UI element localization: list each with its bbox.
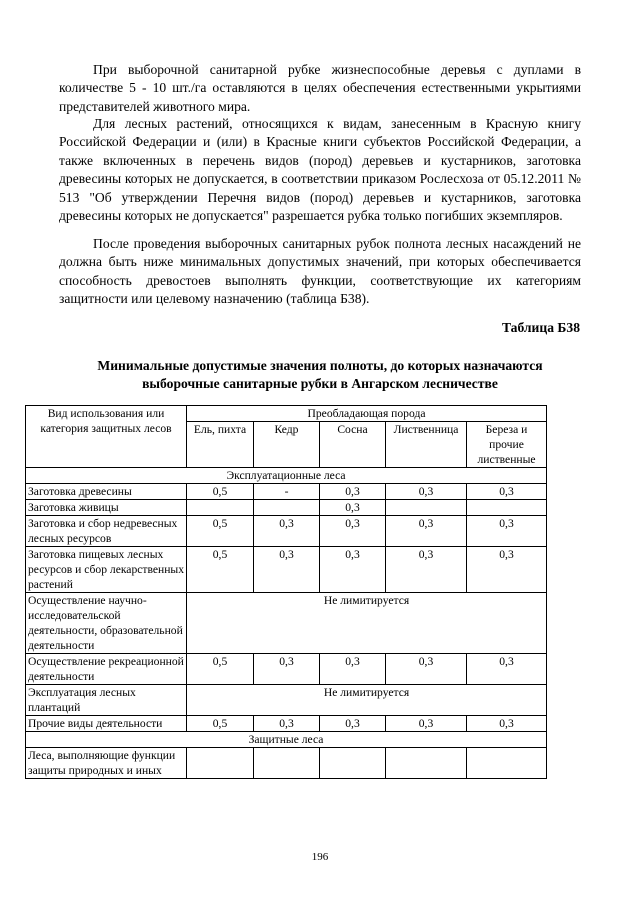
header-species: Береза и прочие лиственные	[467, 422, 547, 468]
value-cell: 0,3	[320, 547, 386, 593]
value-cell: -	[254, 484, 320, 500]
paragraph-2: Для лесных растений, относящихся к видам, занесенным в Красную книгу Российской Федерации и (или) в Красные книги субъектов Российской Федерации, а также включенных в перечень видов (пород) деревьев и кустарников, заготовка древесины которых не допускается, в соответствии приказом Рослесхоза от 05.12.2011 № 513 "Об утверждении Перечня видов (пород) деревьев и кустарников, заготовка древесины которых не допускается" разрешается рубка только погибших экземпляров.	[59, 116, 581, 224]
value-cell	[254, 500, 320, 516]
row-label: Осуществление рекреационной деятельности	[26, 654, 187, 685]
value-cell: 0,3	[386, 484, 467, 500]
merged-value-cell: Не лимитируется	[187, 593, 547, 654]
value-cell: 0,3	[386, 716, 467, 732]
row-label: Осуществление научно-исследовательской деятельности, образовательной деятельности	[26, 593, 187, 654]
paragraph-3: После проведения выборочных санитарных рубок полнота лесных насаждений не должна быть ниже минимальных допустимых значений, при которых обеспечивается способность древостоев выполнять функции, соответствующие их категориям защитности или целевому назначению (таблица Б38).	[59, 236, 581, 307]
value-cell: 0,3	[254, 547, 320, 593]
value-cell: 0,5	[187, 716, 254, 732]
paragraph-1: При выборочной санитарной рубке жизнеспособные деревья с дуплами в количестве 5 - 10 шт./га оставляются в целях обеспечения естественными укрытиями представителей животного мира.	[59, 62, 581, 114]
header-species: Сосна	[320, 422, 386, 468]
row-label: Леса, выполняющие функции защиты природных и иных	[26, 748, 187, 779]
value-cell	[320, 748, 386, 779]
value-cell: 0,3	[386, 516, 467, 547]
value-cell: 0,3	[320, 500, 386, 516]
value-cell: 0,3	[386, 547, 467, 593]
table-row	[26, 716, 547, 732]
value-cell: 0,3	[467, 654, 547, 685]
value-cell: 0,3	[254, 716, 320, 732]
value-cell: 0,3	[467, 516, 547, 547]
value-cell	[467, 748, 547, 779]
table-row	[26, 500, 547, 516]
value-cell: 0,5	[187, 484, 254, 500]
table-row	[26, 516, 547, 547]
value-cell: 0,3	[254, 654, 320, 685]
header-dominant-species: Преобладающая порода	[187, 406, 547, 422]
table-section-row	[26, 468, 547, 484]
value-cell: 0,3	[467, 547, 547, 593]
header-species: Лиственница	[386, 422, 467, 468]
table-label: Таблица Б38	[501, 320, 580, 335]
section-heading: Эксплуатационные леса	[26, 468, 547, 484]
table-header-row	[26, 406, 547, 422]
value-cell: 0,5	[187, 654, 254, 685]
page-number: 196	[311, 851, 329, 863]
row-label: Заготовка живицы	[26, 500, 187, 516]
row-label: Заготовка пищевых лесных ресурсов и сбор лекарственных растений	[26, 547, 187, 593]
polnota-table	[25, 405, 547, 779]
table-row	[26, 484, 547, 500]
value-cell	[467, 500, 547, 516]
value-cell	[254, 748, 320, 779]
merged-value-cell: Не лимитируется	[187, 685, 547, 716]
header-usage-type: Вид использования или категория защитных лесов	[26, 406, 187, 468]
header-species: Кедр	[254, 422, 320, 468]
value-cell: 0,3	[467, 716, 547, 732]
row-label: Заготовка древесины	[26, 484, 187, 500]
table-row	[26, 748, 547, 779]
table-row	[26, 593, 547, 654]
row-label: Эксплуатация лесных плантаций	[26, 685, 187, 716]
value-cell: 0,3	[320, 484, 386, 500]
row-label: Прочие виды деятельности	[26, 716, 187, 732]
row-label: Заготовка и сбор недревесных лесных ресурсов	[26, 516, 187, 547]
value-cell: 0,3	[386, 654, 467, 685]
table-section-row	[26, 732, 547, 748]
table-row	[26, 654, 547, 685]
table-row	[26, 685, 547, 716]
value-cell: 0,3	[320, 716, 386, 732]
value-cell: 0,3	[467, 484, 547, 500]
value-cell: 0,5	[187, 516, 254, 547]
value-cell	[386, 500, 467, 516]
table-title-line-1: Минимальные допустимые значения полноты, до которых назначаются	[97, 358, 543, 373]
value-cell: 0,3	[320, 516, 386, 547]
value-cell: 0,3	[254, 516, 320, 547]
table-row	[26, 547, 547, 593]
value-cell	[187, 748, 254, 779]
section-heading: Защитные леса	[26, 732, 547, 748]
table-title-line-2: выборочные санитарные рубки в Ангарском лесничестве	[142, 376, 498, 391]
header-species: Ель, пихта	[187, 422, 254, 468]
value-cell: 0,3	[320, 654, 386, 685]
value-cell	[386, 748, 467, 779]
value-cell	[187, 500, 254, 516]
value-cell: 0,5	[187, 547, 254, 593]
table-title	[59, 357, 581, 393]
